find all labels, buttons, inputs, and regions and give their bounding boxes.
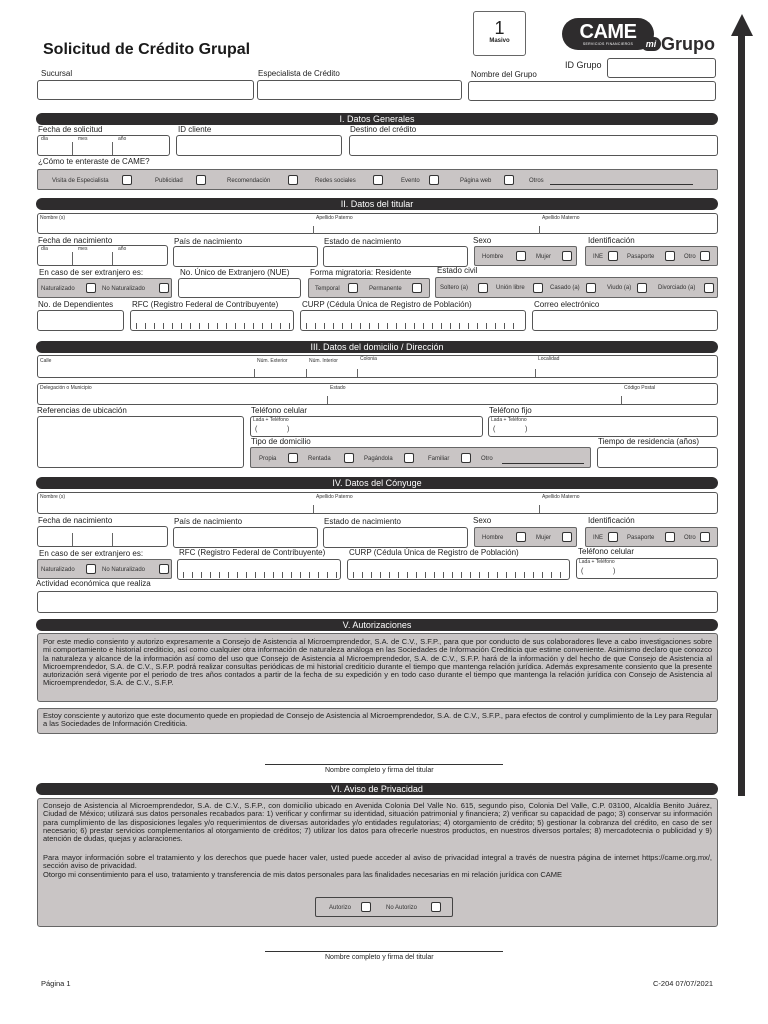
tel-fijo-field[interactable] — [488, 416, 718, 437]
mujer-c-label: Mujer — [536, 535, 552, 541]
temporal-checkbox[interactable] — [348, 283, 358, 293]
paren-open: ( — [255, 426, 258, 433]
num-int-label: Núm. Interior — [309, 358, 338, 364]
sexo-label: Sexo — [473, 236, 492, 245]
paren-open: ( — [581, 568, 584, 575]
actividad-label: Actividad económica que realiza — [36, 579, 151, 588]
opt-recomendacion-label: Recomendación — [227, 178, 271, 184]
curp-label: CURP (Cédula Única de Registro de Población) — [302, 300, 472, 309]
pais-c-label: País de nacimiento — [174, 517, 243, 526]
tel-cel-c-field[interactable] — [576, 558, 718, 579]
hombre-c-checkbox[interactable] — [516, 532, 526, 542]
rfc-c-ticks — [183, 572, 337, 578]
addr-divider — [621, 396, 622, 404]
calle-label: Calle — [40, 358, 52, 364]
no-autorizo-checkbox[interactable] — [431, 902, 441, 912]
sexo-options — [474, 246, 577, 266]
como-options — [37, 169, 718, 190]
lada-label: Lada + Teléfono — [253, 417, 289, 423]
rfc-label: RFC (Registro Federal de Contribuyente) — [132, 300, 279, 309]
como-label: ¿Cómo te enteraste de CAME? — [38, 157, 150, 166]
lada-label: Lada + Teléfono — [579, 559, 615, 565]
soltero-label: Soltero (a) — [440, 285, 469, 291]
pais-c-field[interactable] — [173, 527, 318, 548]
addr-divider — [357, 369, 358, 377]
calle-field[interactable] — [37, 355, 718, 378]
opt-evento-label: Evento — [401, 178, 420, 184]
aviso-text-1: Consejo de Asistencia al Microemprendedor, S.A. de C.V., S.F.P., con domicilio ubicado en Avenida Colonia Del Valle No. 615, segundo piso, Colonia Del Valle, C.P. 03100, Alcaldía Benito Juárez, Ciudad de México; utilizará sus datos personales recabados para: 1) verificar y confirmar su identidad, situación patrimonial y financiera; 2) verificar su capacidad de pago; 3) conservar su información para cumplimiento de las disposiciones legales y/o requerimientos de diversas autoridades y/o entidades regulatorias; 4) otorgamiento de crédito; 5) gestionar la cobranza del crédito, en caso de ser necesario; 6) prestar servicios complementarios al otorgamiento de créditos; 7) utilizar los datos para ofrecerle nuestros productos, en nuestros diversos portales; 8) mercadotecnia o publicidad y 9) atención de dudas, quejas y aclaraciones. — [43, 801, 712, 844]
firma-line-2[interactable] — [265, 951, 503, 952]
ine-checkbox[interactable] — [608, 251, 618, 261]
autorizo-checkbox[interactable] — [361, 902, 371, 912]
fecha-solicitud-label: Fecha de solicitud — [38, 125, 103, 134]
ident-label: Identificación — [588, 236, 635, 245]
destino-field[interactable] — [349, 135, 718, 156]
correo-label: Correo electrónico — [534, 300, 600, 309]
opt-visita-checkbox[interactable] — [122, 175, 132, 185]
tipo-options — [250, 447, 591, 468]
casado-checkbox[interactable] — [586, 283, 596, 293]
colonia-label: Colonia — [360, 356, 377, 362]
ine-c-label: INE — [593, 535, 604, 541]
date-divider — [112, 533, 113, 546]
nue-field[interactable] — [178, 278, 301, 298]
tipo-label: Tipo de domicilio — [251, 437, 311, 446]
name-divider — [313, 505, 314, 513]
opt-redes-label: Redes sociales — [315, 178, 356, 184]
section-conyuge: IV. Datos del Cónyuge — [36, 477, 718, 489]
nombre-c-label: Nombre (s) — [40, 494, 66, 500]
pasaporte-checkbox[interactable] — [665, 251, 675, 261]
sucursal-label: Sucursal — [41, 69, 73, 78]
otro-label: Otro — [684, 254, 696, 260]
arrow-shaft — [738, 34, 745, 796]
opt-evento-checkbox[interactable] — [429, 175, 439, 185]
hombre-label: Hombre — [482, 254, 504, 260]
addr-divider — [254, 369, 255, 377]
fecha-nac-label: Fecha de nacimiento — [38, 236, 113, 245]
nombre-grupo-label: Nombre del Grupo — [471, 70, 537, 79]
familiar-checkbox[interactable] — [461, 453, 471, 463]
estado-label: Estado de nacimiento — [324, 237, 401, 246]
firma-line-1[interactable] — [265, 764, 503, 765]
propia-label: Propia — [259, 456, 277, 462]
firma-label-2: Nombre completo y firma del titular — [325, 954, 434, 961]
paren-close: ) — [525, 426, 528, 433]
pagandola-checkbox[interactable] — [404, 453, 414, 463]
ident-c-label: Identificación — [588, 516, 635, 525]
no-naturalizado-c-label: No Naturalizado — [102, 567, 146, 573]
opt-web-label: Página web — [460, 178, 492, 184]
pais-label: País de nacimiento — [174, 237, 243, 246]
paren-close: ) — [613, 568, 616, 575]
extranjero-c-options — [37, 559, 172, 579]
otro-tipo-line[interactable] — [502, 463, 584, 464]
pasaporte-c-checkbox[interactable] — [665, 532, 675, 542]
section-domicilio: III. Datos del domicilio / Dirección — [36, 341, 718, 353]
estado-c-label: Estado de nacimiento — [324, 517, 401, 526]
curp-ticks — [306, 323, 522, 329]
naturalizado-c-checkbox[interactable] — [86, 564, 96, 574]
section-aviso-privacidad: VI. Aviso de Privacidad — [36, 783, 718, 795]
page-number: Página 1 — [41, 979, 71, 988]
sucursal-field[interactable] — [37, 80, 254, 100]
referencias-field[interactable] — [37, 416, 244, 468]
familiar-label: Familiar — [428, 456, 450, 462]
addr-divider — [327, 396, 328, 404]
ine-label: INE — [593, 254, 604, 260]
name-divider — [313, 226, 314, 234]
mes-label: mes — [78, 136, 88, 142]
otros-line[interactable] — [550, 184, 693, 185]
divorciado-label: Divorciado (a) — [658, 285, 696, 291]
addr-divider — [306, 369, 307, 377]
forma-label: Forma migratoria: Residente — [310, 268, 412, 277]
fecha-nac-c-label: Fecha de nacimiento — [38, 516, 113, 525]
referencias-label: Referencias de ubicación — [37, 406, 127, 415]
mes-label: mes — [78, 246, 88, 252]
aviso-text-2: Para mayor información sobre el tratamiento y los derechos que puede hacer valer, usted puede acceder al aviso de privacidad integral a través de nuestra página de internet https://came.org.mx/, sección aviso de privacidad. — [43, 853, 712, 871]
sexo-c-options — [474, 527, 577, 547]
apellido-materno-label: Apellido Materno — [542, 215, 580, 221]
otro-checkbox[interactable] — [700, 251, 710, 261]
id-grupo-field[interactable] — [607, 58, 716, 78]
aviso-text-3: Otorgo mi consentimiento para el uso, tratamiento y transferencia de mis datos personales para las finalidades necesarias en mi relación jurídica con CAME — [43, 870, 563, 879]
rfc-ticks — [136, 323, 290, 329]
propia-checkbox[interactable] — [288, 453, 298, 463]
date-divider — [112, 252, 113, 265]
autorizacion-box-2 — [37, 708, 718, 734]
pasaporte-label: Pasaporte — [627, 254, 655, 260]
naturalizado-label: Naturalizado — [41, 286, 75, 292]
paren-close: ) — [287, 426, 290, 433]
ident-options — [585, 246, 718, 266]
logo-subtext: SERVICIOS FINANCIEROS — [582, 42, 634, 46]
curp-c-label: CURP (Cédula Única de Registro de Población) — [349, 548, 519, 557]
casado-label: Casado (a) — [550, 285, 580, 291]
estado-dom-label: Estado — [330, 385, 346, 391]
firma-label-1: Nombre completo y firma del titular — [325, 767, 434, 774]
estado-field[interactable] — [323, 246, 468, 267]
mujer-checkbox[interactable] — [562, 251, 572, 261]
naturalizado-c-label: Naturalizado — [41, 567, 75, 573]
autorizacion-text-2: Estoy consciente y autorizo que este documento quede en propiedad de Consejo de Asistencia al Microemprendedor, S.A. de C.V., S.F.P., para efectos de control y cumplimiento de la Ley para Regular a las Sociedades de Información Crediticia. — [43, 711, 712, 729]
consent-options — [315, 897, 453, 917]
dia-label: día — [41, 136, 48, 142]
fecha-nac-field[interactable] — [37, 245, 168, 266]
masivo-badge — [473, 11, 526, 56]
dia-label: día — [41, 246, 48, 252]
opt-otros-label: Otros — [529, 178, 544, 184]
nombre-label: Nombre (s) — [40, 215, 66, 221]
id-cliente-label: ID cliente — [178, 125, 212, 134]
opt-publicidad-checkbox[interactable] — [196, 175, 206, 185]
up-arrow-icon — [731, 14, 753, 36]
pagandola-label: Pagándola — [364, 456, 393, 462]
ine-c-checkbox[interactable] — [608, 532, 618, 542]
nombre-conyuge-field[interactable] — [37, 492, 718, 514]
addr-divider — [535, 369, 536, 377]
extranjero-options — [37, 278, 172, 298]
mujer-c-checkbox[interactable] — [562, 532, 572, 542]
especialista-label: Especialista de Crédito — [258, 69, 340, 78]
pais-field[interactable] — [173, 246, 318, 267]
rfc-c-label: RFC (Registro Federal de Contribuyente) — [179, 548, 326, 557]
badge-label: Masivo — [489, 38, 510, 44]
form-code: C-204 07/07/2021 — [653, 979, 714, 988]
mujer-label: Mujer — [536, 254, 552, 260]
form-title: Solicitud de Crédito Grupal — [43, 41, 251, 58]
lada-label: Lada + Teléfono — [491, 417, 527, 423]
date-divider — [72, 142, 73, 155]
logo-mi: mi — [641, 37, 661, 51]
rfc-field[interactable] — [130, 310, 294, 331]
section-autorizaciones: V. Autorizaciones — [36, 619, 718, 631]
section-datos-generales: I. Datos Generales — [36, 113, 718, 125]
forma-options — [308, 278, 430, 298]
extranjero-c-label: En caso de ser extranjero es: — [39, 549, 144, 558]
tiempo-field[interactable] — [597, 447, 718, 468]
curp-c-ticks — [353, 572, 566, 578]
destino-label: Destino del crédito — [350, 125, 417, 134]
union-libre-label: Unión libre — [496, 285, 525, 291]
civil-options — [435, 277, 718, 298]
delegacion-label: Delegación o Municipio — [40, 385, 92, 391]
rentada-label: Rentada — [308, 456, 331, 462]
name-divider — [539, 226, 540, 234]
opt-recomendacion-checkbox[interactable] — [288, 175, 298, 185]
correo-field[interactable] — [532, 310, 718, 331]
logo-grupo: Grupo — [661, 34, 715, 54]
otro-c-label: Otro — [684, 535, 696, 541]
apellido-materno-c-label: Apellido Materno — [542, 494, 580, 500]
date-divider — [112, 142, 113, 155]
no-autorizo-label: No Autorizo — [386, 905, 418, 911]
aviso-box — [37, 798, 718, 927]
no-naturalizado-checkbox[interactable] — [159, 283, 169, 293]
rfc-c-field[interactable] — [177, 559, 341, 580]
logo-text: CAME — [579, 21, 637, 43]
nue-label: No. Único de Extranjero (NUE) — [180, 268, 290, 277]
naturalizado-checkbox[interactable] — [86, 283, 96, 293]
delegacion-field[interactable] — [37, 383, 718, 405]
hombre-checkbox[interactable] — [516, 251, 526, 261]
dependientes-field[interactable] — [37, 310, 124, 331]
pasaporte-c-label: Pasaporte — [627, 535, 655, 541]
viudo-checkbox[interactable] — [637, 283, 647, 293]
opt-publicidad-label: Publicidad — [155, 178, 183, 184]
civil-label: Estado civil — [437, 266, 478, 275]
otro-tipo-label: Otro — [481, 456, 493, 462]
sexo-c-label: Sexo — [473, 516, 492, 525]
cp-label: Código Postal — [624, 385, 656, 391]
section-datos-titular: II. Datos del titular — [36, 198, 718, 210]
otro-c-checkbox[interactable] — [700, 532, 710, 542]
badge-number: 1 — [494, 18, 505, 38]
tel-fijo-label: Teléfono fijo — [489, 406, 532, 415]
opt-redes-checkbox[interactable] — [373, 175, 383, 185]
no-naturalizado-c-checkbox[interactable] — [159, 564, 169, 574]
union-libre-checkbox[interactable] — [533, 283, 543, 293]
temporal-label: Temporal — [315, 286, 340, 292]
actividad-field[interactable] — [37, 591, 718, 613]
autorizacion-box-1 — [37, 633, 718, 702]
anio-label: año — [118, 136, 127, 142]
apellido-paterno-c-label: Apellido Paterno — [316, 494, 353, 500]
date-divider — [72, 252, 73, 265]
soltero-checkbox[interactable] — [478, 283, 488, 293]
estado-c-field[interactable] — [323, 527, 468, 548]
permanente-label: Permanente — [369, 286, 402, 292]
tel-cel-c-label: Teléfono celular — [578, 547, 635, 556]
apellido-paterno-label: Apellido Paterno — [316, 215, 353, 221]
opt-web-checkbox[interactable] — [504, 175, 514, 185]
opt-visita-label: Visita de Especialista — [52, 178, 109, 184]
localidad-label: Localidad — [538, 356, 560, 362]
tiempo-label: Tiempo de residencia (años) — [598, 437, 700, 446]
especialista-field[interactable] — [257, 80, 462, 100]
curp-c-field[interactable] — [347, 559, 570, 580]
autorizacion-text-1: Por este medio consiento y autorizo expresamente a Consejo de Asistencia al Microemprendedor, S.A. de C.V., S.F.P., para que por conducto de sus colaboradores lleve a cabo investigaciones sobre mi comportamiento e historial crediticio, así como cualquier otra información de naturaleza análoga en las Sociedades de Información Crediticia que estime conveniente. Asimismo declaro que conozco la naturaleza y alcance de la información así como del uso que Consejo de Asistencia al Microemprendedor, S.A. de C.V., S.F.P. hará de la información y del hecho de que Consejo de Asistencia al Microemprendedor, S.A. de C.V., S.F.P. podrá realizar consultas periódicas de mi historial crediticio durante el tiempo que mantenga relación jurídica. Además expresamente consiento que la presente autorización será vigente por el periodo de tres años contados a partir de la fecha de su expedición y en todo caso durante el tiempo que mantenga la relación jurídica con Consejo de Asistencia al Microemprendedor, S.A. de C.V., S.F.P. — [43, 637, 712, 688]
tel-cel-field[interactable] — [250, 416, 483, 437]
no-naturalizado-label: No Naturalizado — [102, 286, 146, 292]
ident-c-options — [585, 527, 718, 547]
id-cliente-field[interactable] — [176, 135, 342, 156]
autorizo-label: Autorizo — [329, 905, 352, 911]
curp-field[interactable] — [300, 310, 526, 331]
rentada-checkbox[interactable] — [344, 453, 354, 463]
num-ext-label: Núm. Exterior — [257, 358, 288, 364]
hombre-c-label: Hombre — [482, 535, 504, 541]
anio-label: año — [118, 246, 127, 252]
extranjero-label: En caso de ser extranjero es: — [39, 268, 144, 277]
nombre-grupo-field[interactable] — [468, 81, 716, 101]
tel-cel-label: Teléfono celular — [251, 406, 308, 415]
name-divider — [539, 505, 540, 513]
fecha-nac-c-field[interactable] — [37, 526, 168, 547]
viudo-label: Viudo (a) — [607, 285, 632, 291]
nombre-titular-field[interactable] — [37, 213, 718, 234]
date-divider — [72, 533, 73, 546]
permanente-checkbox[interactable] — [412, 283, 422, 293]
divorciado-checkbox[interactable] — [704, 283, 714, 293]
fecha-solicitud-field[interactable] — [37, 135, 170, 156]
dependientes-label: No. de Dependientes — [38, 300, 114, 309]
id-grupo-label: ID Grupo — [565, 60, 602, 70]
paren-open: ( — [493, 426, 496, 433]
